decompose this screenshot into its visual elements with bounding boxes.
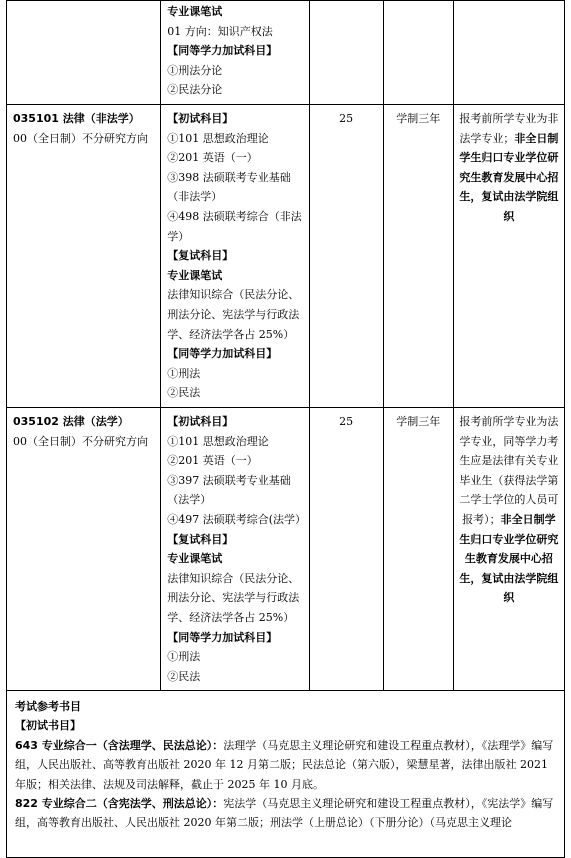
subject-line: ④497 法硕联考综合(法学） — [167, 512, 307, 526]
subject-line: ③398 法硕联考专业基础（非法学） — [167, 170, 291, 204]
cell-program — [7, 408, 161, 691]
note-plain: 报考前所学专业为法学专业，同等学力考生应是法律有关专业毕业生（获得法学第二学士学位的人员可报考）； — [459, 415, 559, 526]
study-mode: 00（全日制）不分研究方向 — [13, 131, 148, 145]
note-plain: 报考前所学专业为非法学专业； — [459, 112, 559, 145]
cell-duration: 学制三年 — [383, 105, 453, 408]
cell-note — [453, 105, 564, 408]
study-mode: 00（全日制）不分研究方向 — [13, 434, 148, 448]
subject-line: ①刑法 — [167, 650, 201, 664]
cell-note — [453, 408, 564, 691]
subject-line: ④498 法硕联考综合（非法学） — [167, 209, 302, 243]
table-row — [7, 105, 565, 408]
reference-item — [15, 736, 556, 794]
cell-empty — [7, 1, 161, 105]
references-row — [7, 691, 565, 858]
subject-line: 【初试科目】 — [167, 112, 234, 125]
note-bold: 非全日制学生归口专业学位研究生教育发展中心招生，复试由法学院组织 — [459, 131, 559, 223]
subject-line: ②201 英语（一） — [167, 454, 258, 468]
subject-line: 01 方向：知识产权法 — [167, 24, 273, 38]
cell-program — [7, 105, 161, 408]
subject-line: 【初试科目】 — [167, 415, 234, 428]
table-row — [7, 408, 565, 691]
initial-books-heading: 【初试书目】 — [15, 719, 81, 733]
program-code-name: 035101 法律（非法学） — [13, 112, 140, 125]
subject-line: 【同等学力加试科目】 — [167, 347, 278, 361]
subject-line: 法律知识综合（民法分论、刑法分论、宪法学与行政法学、经济法学各占 25%） — [167, 288, 300, 341]
cell-empty — [453, 1, 564, 105]
reference-label: 822 专业综合二（含宪法学、刑法总论）： — [15, 797, 224, 811]
references-cell — [7, 691, 565, 858]
reference-text: 法理学（马克思主义理论研究和建设工程重点教材），《法理学》编写组，人民出版社、高等教育出版社 2020 年 12 月第二版；民法总论（第六版），梁慧星著，法律出版社 2021 年版；相关法律、法规及司法解释，截止于 2025 年 10 月底。 — [15, 738, 554, 791]
subject-line: ①101 思想政治理论 — [167, 434, 269, 448]
cell-subjects — [161, 105, 309, 408]
subject-line: ①刑法 — [167, 366, 201, 380]
cell-quota: 25 — [309, 105, 383, 408]
reference-text: 宪法学（马克思主义理论研究和建设工程重点教材），《宪法学》编写组，高等教育出版社、人民出版社 2020 年第二版；刑法学（上册总论）（下册分论）（马克思主义理论 — [15, 797, 554, 830]
subject-line: 【同等学力加试科目】 — [167, 44, 278, 58]
subject-line: 专业课笔试 — [167, 5, 223, 18]
subject-line: 【复试科目】 — [167, 532, 234, 546]
subject-line: ①101 思想政治理论 — [167, 131, 269, 145]
cell-empty — [309, 1, 383, 105]
subject-line: 【复试科目】 — [167, 249, 234, 263]
subject-line: ③397 法硕联考专业基础（法学） — [167, 473, 291, 507]
subject-line: ②201 英语（一） — [167, 151, 258, 165]
subject-line: 法律知识综合（民法分论、刑法分论、宪法学与行政法学、经济法学各占 25%） — [167, 571, 300, 624]
cell-duration: 学制三年 — [383, 408, 453, 691]
cell-quota: 25 — [309, 408, 383, 691]
subject-line: 专业课笔试 — [167, 552, 223, 566]
subject-line: ②民法 — [167, 669, 201, 683]
program-table — [6, 0, 565, 858]
subject-line: ②民法分论 — [167, 83, 223, 97]
program-code-name: 035102 法律（法学） — [13, 415, 129, 428]
references-title: 考试参考书目 — [15, 700, 81, 713]
subject-line: ①刑法分论 — [167, 63, 223, 77]
subject-line: 专业课笔试 — [167, 268, 223, 282]
reference-item — [15, 794, 556, 833]
reference-label: 643 专业综合一（含法理学、民法总论）： — [15, 738, 224, 752]
subject-line: 【同等学力加试科目】 — [167, 630, 278, 644]
cell-subjects — [161, 408, 309, 691]
table-row-continued — [7, 1, 565, 105]
cell-empty — [383, 1, 453, 105]
subject-line: ②民法 — [167, 386, 201, 400]
cell-subjects-continued — [161, 1, 309, 105]
note-bold: 非全日制学生归口专业学位研究生教育发展中心招生，复试由法学院组织 — [459, 512, 559, 605]
